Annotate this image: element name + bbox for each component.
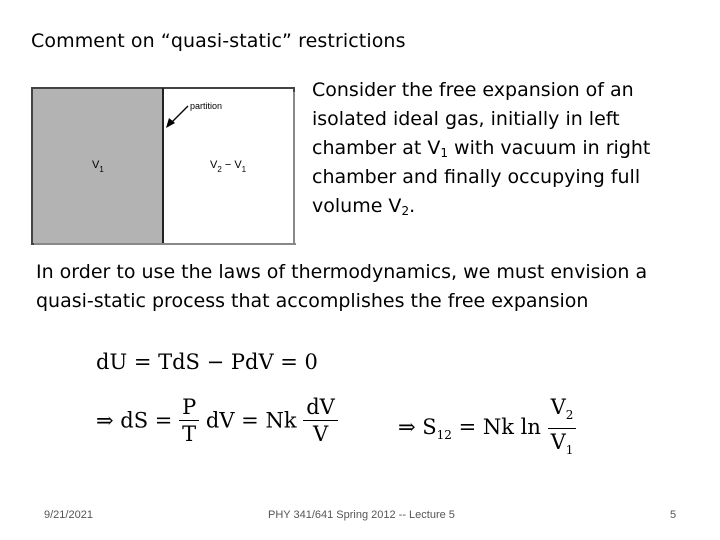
slide-title: Comment on “quasi-static” restrictions [31, 30, 406, 52]
body-paragraph [36, 258, 706, 316]
partition-label: partition [190, 101, 223, 111]
equation-first-law: dU = TdS − PdV = 0 [96, 350, 318, 374]
setup-description [312, 76, 712, 221]
equation-entropy-change: ⇒ $S_{12} = Nk$ ln $\frac{V_2}{V_1}$ [398, 394, 576, 463]
desc-line-2: isolated ideal gas, initially in left [312, 108, 620, 130]
desc-line-1: Consider the free expansion of an [312, 79, 634, 101]
left-volume-label: $V_1$ [92, 159, 104, 174]
footer-page-number: 5 [670, 509, 677, 521]
fraction-v2-over-v1: $\frac{V_2}{V_1}$ [548, 394, 577, 463]
chamber-diagram-svg [30, 84, 298, 248]
desc-line-5: volume $V_2$. [312, 195, 416, 218]
para-line-1: In order to use the laws of thermodynamics, we must envision a [36, 261, 648, 283]
footer-course: PHY 341/641 Spring 2012 -- Lecture 5 [268, 509, 455, 521]
fraction-p-over-t: $\frac{P}{T}$ [179, 394, 199, 447]
chamber-diagram [30, 84, 298, 248]
para-line-2: quasi-static process that accomplishes the free expansion [36, 290, 589, 312]
equation-ds: ⇒ dS = $\frac{P}{T}$ dV = Nk $\frac{dV}{V}$ [96, 394, 338, 447]
desc-line-4: chamber and finally occupying full [312, 166, 641, 188]
right-volume-label: $V_2 - V_1$ [210, 159, 247, 174]
desc-line-3: chamber at $V_1$ with vacuum in right [312, 137, 651, 160]
footer-date: 9/21/2021 [44, 509, 93, 521]
fraction-dv-over-v: $\frac{dV}{V}$ [303, 394, 338, 447]
